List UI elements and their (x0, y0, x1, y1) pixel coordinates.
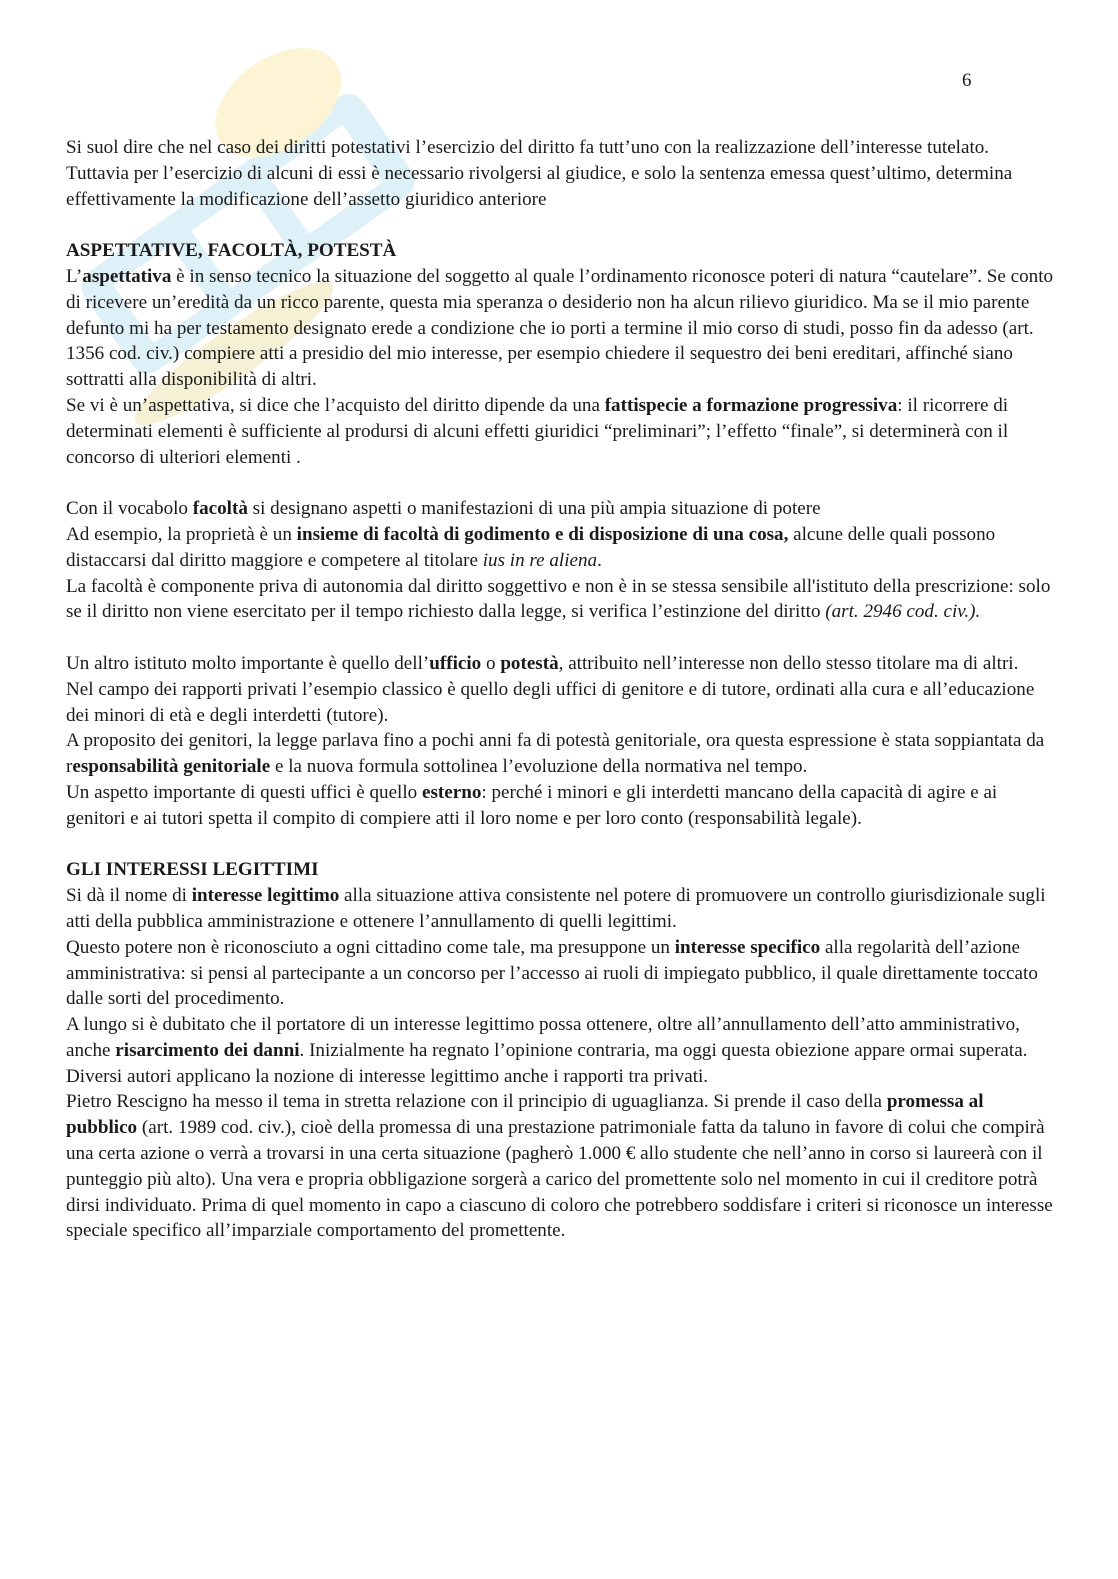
text-run: (art. 1989 cod. civ.), cioè della promessa di una prestazione patrimoniale fatta da taluno in favore di colui che compirà una certa azione o verrà a trovarsi in una certa situazione (pagherò 1.000 € allo studente che nell’anno in corso si laureerà con il punteggio più alto). Una vera e propria obbligazione sorgerà a carico del promettente solo nel momento in cui il creditore potrà dirsi individuato. Prima di quel momento in capo a ciascuno di coloro che potrebbero soddisfare i criteri si riconosce un interesse speciale specifico all’imparziale comportamento del promettente. (66, 1117, 1053, 1242)
paragraph-prescrizione (66, 574, 1056, 626)
paragraph-risarcimento (66, 1012, 1056, 1064)
bold-term: promessa al pubblico (66, 1091, 984, 1139)
bold-term: facoltà (192, 498, 248, 520)
paragraph-proprieta (66, 522, 1056, 574)
page-number: 6 (962, 70, 972, 91)
text-run: si designano aspetti o manifestazioni di una più ampia situazione di potere (247, 498, 821, 520)
text-run: : il ricorrere di determinati elementi è sufficiente al prodursi di alcuni effetti giuridici “preliminari”; l’effetto “finale”, si determinerà con il concorso di ulteriori elementi . (66, 394, 1009, 468)
bold-term: potestà (500, 652, 559, 674)
paragraph-rapporti-privati (66, 677, 1056, 729)
text-run: L’ (66, 265, 83, 287)
text-run: Si dà il nome di (66, 885, 192, 907)
paragraph-fattispecie (66, 393, 1056, 470)
section-heading-aspettative: ASPETTATIVE, FACOLTÀ, POTESTÀ (66, 240, 397, 262)
paragraph-genitori (66, 728, 1056, 780)
paragraph-interesse-specifico (66, 935, 1056, 1012)
text-run: La facoltà è componente priva di autonomia dal diritto soggettivo e non è in se stessa sensibile all'istituto della prescrizione: solo se il diritto non viene esercitato per il tempo richiesto dalla legge, si verifica l’estinzione del diritto (66, 575, 1051, 623)
text-run: : perché i minori e gli interdetti mancano della capacità di agire e ai genitori e ai tutori spetta il compito di compiere atti il loro nome e per loro conto (responsabilità legale). (66, 781, 998, 829)
document-body (66, 135, 1056, 1244)
bold-term: insieme di facoltà di godimento e di disposizione di una cosa, (296, 523, 789, 545)
text-run: . (597, 549, 602, 571)
paragraph-esterno (66, 780, 1056, 832)
paragraph-interesse-legittimo (66, 883, 1056, 935)
bold-term: aspettativa (82, 265, 172, 287)
text-run: Diversi autori applicano la nozione di interesse legittimo anche i rapporti tra privati. (66, 1065, 709, 1087)
bold-term: fattispecie a formazione progressiva (604, 394, 898, 416)
paragraph-rapporti-tra-privati (66, 1064, 1056, 1090)
text-run: Un aspetto importante di questi uffici è quello (66, 781, 422, 803)
text-run: alcune delle quali possono distaccarsi dal diritto maggiore e competere al titolare (66, 523, 996, 571)
text-run: A proposito dei genitori, la legge parlava fino a pochi anni fa di potestà genitoriale, ora questa espressione è stata soppiantata da r (66, 730, 1045, 778)
text-run: Ad esempio, la proprietà è un (66, 523, 297, 545)
text-run: è in senso tecnico la situazione del soggetto al quale l’ordinamento riconosce poteri di natura “cautelare”. Se conto di ricevere un’eredità da un ricco parente, questa mia speranza o desiderio non ha alcun rilievo giuridico. Ma se il mio parente defunto mi ha per testamento designato erede a condizione che io porti a termine il mio corso di studi, posso fin da adesso (art. 1356 cod. civ.) compiere atti a presidio del mio interesse, per esempio chiedere il sequestro dei beni ereditari, affinché siano sottratti alla disponibilità di altri. (66, 265, 1054, 391)
text-run: Nel campo dei rapporti privati l’esempio classico è quello degli uffici di genitore e di tutore, ordinati alla cura e all’educazione dei minori di età e degli interdetti (tutore). (66, 678, 1035, 726)
intro-paragraph (66, 135, 1056, 212)
text-run: . Inizialmente ha regnato l’opinione contraria, ma oggi questa obiezione appare ormai superata. (299, 1039, 1028, 1061)
bold-term: esponsabilità genitoriale (72, 756, 271, 778)
text-run: Se vi è un’aspettativa, si dice che l’acquisto del diritto dipende da una (66, 394, 605, 416)
bold-term: interesse legittimo (191, 885, 340, 907)
bold-term: esterno (422, 781, 482, 803)
text-run: alla regolarità dell’azione amministrativa: si pensi al partecipante a un concorso per l’accesso ai ruoli di impiegato pubblico, il quale direttamente toccato dalle sorti del procedimento. (66, 936, 1038, 1010)
italic-term: ius in re aliena (482, 549, 598, 571)
bold-term: ufficio (429, 652, 482, 674)
text-run: , attribuito nell’interesse non dello stesso titolare ma di altri. (558, 652, 1019, 674)
text-run: e la nuova formula sottolinea l’evoluzione della normativa nel tempo. (270, 756, 808, 778)
bold-term: interesse specifico (674, 936, 821, 958)
text-run: o (481, 652, 501, 674)
bold-term: risarcimento dei danni (115, 1039, 300, 1061)
paragraph-aspettativa (66, 264, 1056, 393)
text-run: Un altro istituto molto importante è quello dell’ (66, 652, 430, 674)
text-run: Pietro Rescigno ha messo il tema in stretta relazione con il principio di uguaglianza. Si prende il caso della (66, 1091, 887, 1113)
text-run: Con il vocabolo (66, 498, 193, 520)
section-heading-interessi: GLI INTERESSI LEGITTIMI (66, 859, 319, 881)
text-run: A lungo si è dubitato che il portatore di un interesse legittimo possa ottenere, oltre all’annullamento dell’atto amministrativo, anche (66, 1014, 1020, 1061)
paragraph-ufficio (66, 651, 1056, 677)
paragraph-promessa (66, 1089, 1056, 1244)
text-run: alla situazione attiva consistente nel potere di promuovere un controllo giurisdizionale sugli atti della pubblica amministrazione e ottenere l’annullamento di quelli legittimi. (66, 885, 1046, 932)
text-run: Si suol dire che nel caso dei diritti potestativi l’esercizio del diritto fa tutt’uno con la realizzazione dell’interesse tutelato. Tuttavia per l’esercizio di alcuni di essi è necessario rivolgersi al giudice, e solo la sentenza emessa quest’ultimo, determina effettivamente la modificazione dell’assetto giuridico anteriore (66, 137, 1013, 210)
italic-term: (art. 2946 cod. civ.). (825, 601, 981, 623)
text-run: Questo potere non è riconosciuto a ogni cittadino come tale, ma presuppone un (66, 936, 675, 958)
paragraph-facolta (66, 496, 1056, 522)
